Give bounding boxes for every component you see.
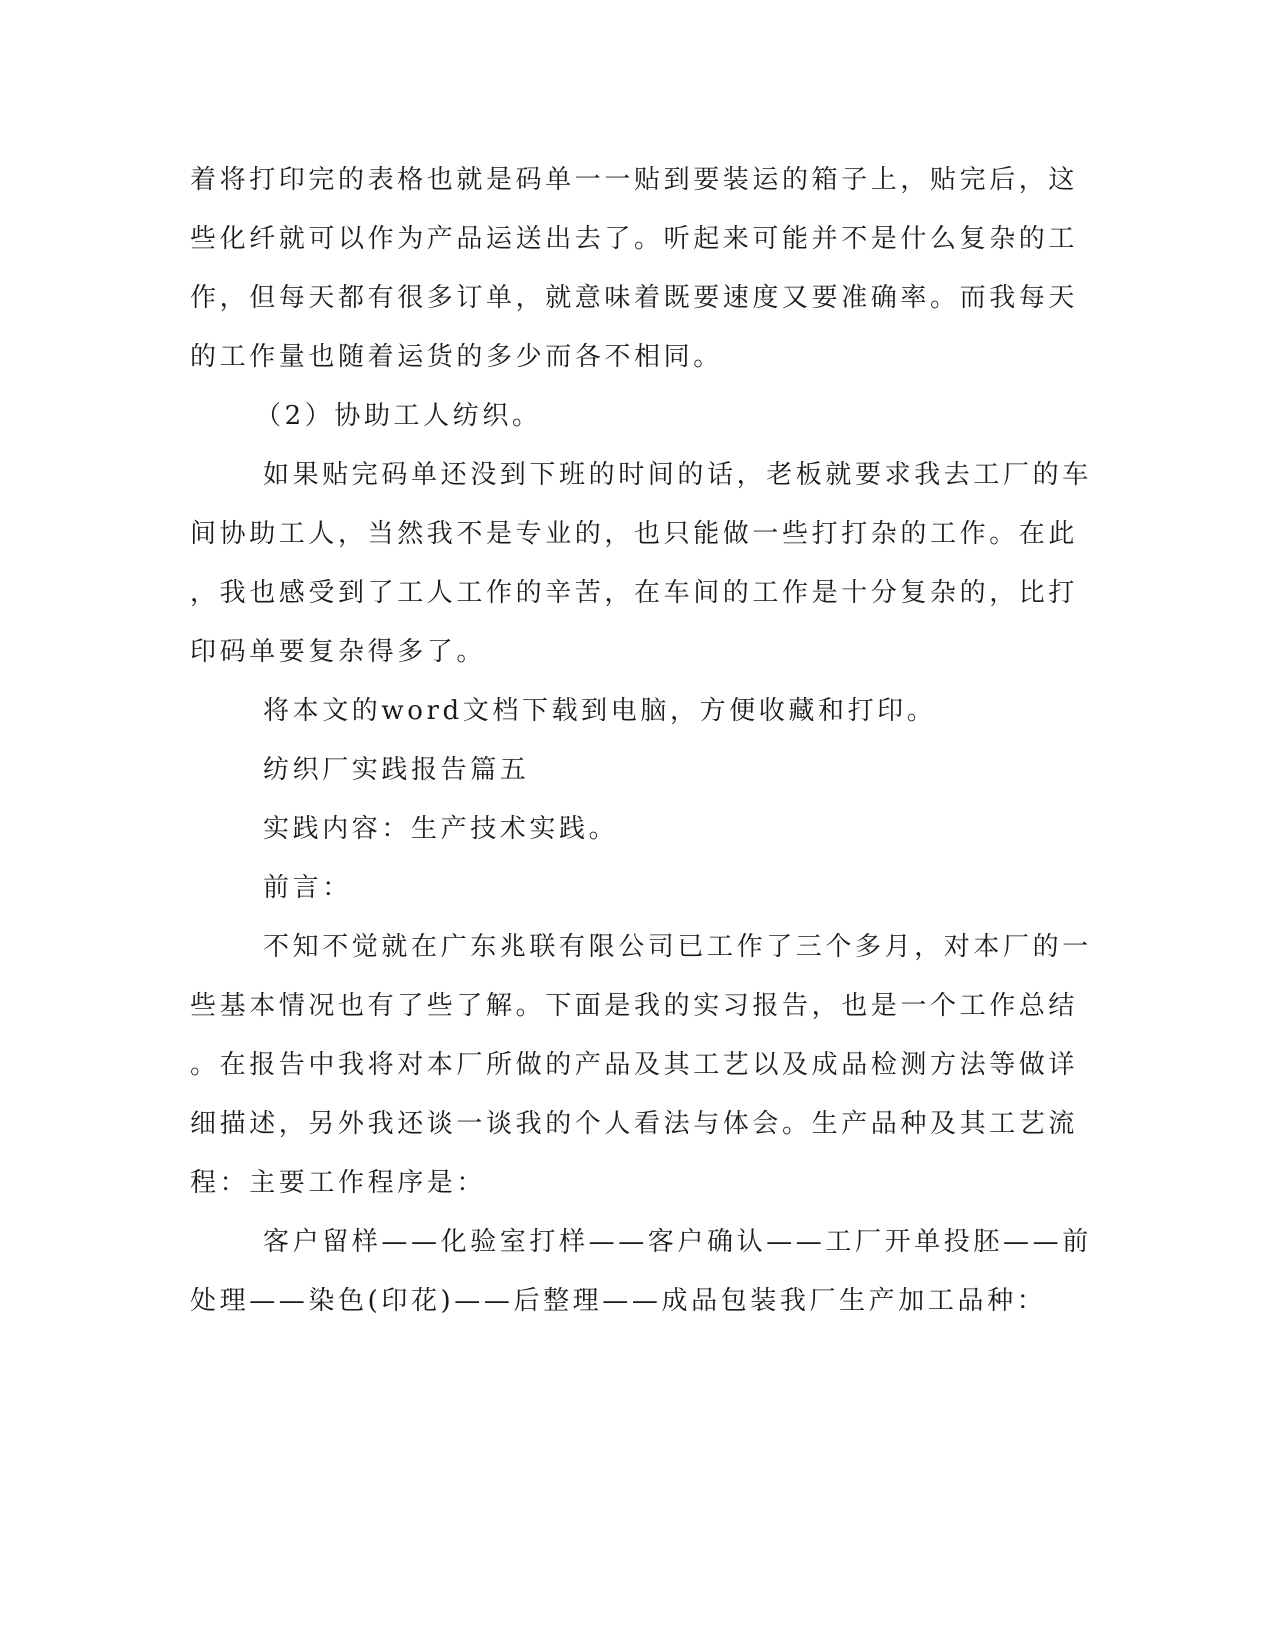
text-line: 的工作量也随着运货的多少而各不相同。 [190,342,723,372]
text-line: 不知不觉就在广东兆联有限公司已工作了三个多月，对本厂的一 [263,932,1092,962]
text-line: 处理——染色(印花)——后整理——成品包装我厂生产加工品种： [190,1286,1047,1316]
text-line: 程：主要工作程序是： [190,1168,487,1198]
text-line: 些化纤就可以作为产品运送出去了。听起来可能并不是什么复杂的工 [190,224,1079,254]
text-line: 客户留样——化验室打样——客户确认——工厂开单投胚——前 [263,1227,1092,1257]
text-line: 些基本情况也有了些了解。下面是我的实习报告，也是一个工作总结 [190,991,1079,1021]
text-line: 实践内容：生产技术实践。 [263,814,619,844]
text-line: 间协助工人，当然我不是专业的，也只能做一些打打杂的工作。在此 [190,519,1079,549]
text-line: 前言： [263,873,352,903]
text-line: 作，但每天都有很多订单，就意味着既要速度又要准确率。而我每天 [190,283,1079,313]
text-line: 如果贴完码单还没到下班的时间的话，老板就要求我去工厂的车 [263,460,1092,490]
text-line: 印码单要复杂得多了。 [190,637,487,667]
section-title: 纺织厂实践报告篇五 [263,755,530,785]
text-line: 。在报告中我将对本厂所做的产品及其工艺以及成品检测方法等做详 [190,1050,1079,1080]
text-line: ，我也感受到了工人工作的辛苦，在车间的工作是十分复杂的，比打 [190,578,1079,608]
sub-heading: （2）协助工人纺织。 [255,401,542,431]
text-line: 细描述，另外我还谈一谈我的个人看法与体会。生产品种及其工艺流 [190,1109,1079,1139]
text-line: 将本文的word文档下载到电脑，方便收藏和打印。 [263,696,937,726]
text-line: 着将打印完的表格也就是码单一一贴到要装运的箱子上，贴完后，这 [190,165,1079,195]
